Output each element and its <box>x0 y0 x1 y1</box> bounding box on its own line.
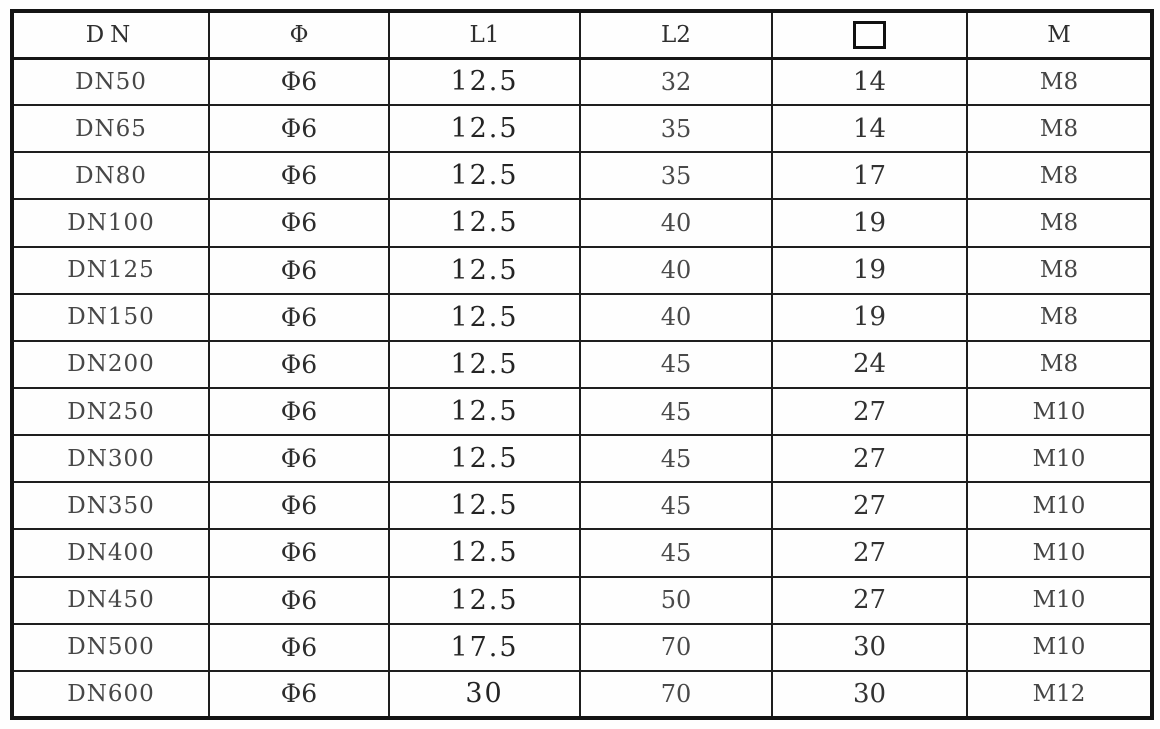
cell-l2: 40 <box>580 199 772 246</box>
square-flats-icon <box>853 21 886 49</box>
cell-flats: 30 <box>772 624 967 671</box>
cell-flats: 27 <box>772 482 967 529</box>
cell-phi: Φ6 <box>209 105 389 152</box>
cell-l2: 32 <box>580 58 772 105</box>
cell-flats: 14 <box>772 58 967 105</box>
cell-l2: 45 <box>580 341 772 388</box>
table-row <box>12 388 1152 435</box>
cell-l2: 45 <box>580 482 772 529</box>
table-row <box>12 529 1152 576</box>
table-body <box>12 58 1152 718</box>
cell-phi: Φ6 <box>209 435 389 482</box>
cell-l1: 30 <box>389 671 580 718</box>
cell-l1: 12.5 <box>389 529 580 576</box>
table-row <box>12 294 1152 341</box>
table-row <box>12 247 1152 294</box>
cell-l1: 17.5 <box>389 624 580 671</box>
cell-l2: 35 <box>580 105 772 152</box>
cell-flats: 19 <box>772 247 967 294</box>
cell-m: M10 <box>967 482 1152 529</box>
cell-l1: 12.5 <box>389 294 580 341</box>
cell-phi: Φ6 <box>209 247 389 294</box>
cell-flats: 17 <box>772 152 967 199</box>
table-row <box>12 58 1152 105</box>
cell-dn: DN50 <box>12 58 209 105</box>
cell-m: M8 <box>967 58 1152 105</box>
cell-m: M8 <box>967 341 1152 388</box>
table-header <box>12 11 1152 58</box>
table-row <box>12 152 1152 199</box>
cell-m: M8 <box>967 199 1152 246</box>
table-row <box>12 435 1152 482</box>
cell-dn: DN65 <box>12 105 209 152</box>
cell-l1: 12.5 <box>389 152 580 199</box>
cell-m: M10 <box>967 624 1152 671</box>
cell-l2: 70 <box>580 624 772 671</box>
column-header-flats <box>772 11 967 58</box>
table-row <box>12 341 1152 388</box>
cell-l2: 50 <box>580 577 772 624</box>
cell-m: M8 <box>967 152 1152 199</box>
cell-l2: 45 <box>580 435 772 482</box>
column-header-m: M <box>967 11 1152 58</box>
cell-l2: 45 <box>580 529 772 576</box>
cell-l1: 12.5 <box>389 482 580 529</box>
cell-phi: Φ6 <box>209 341 389 388</box>
cell-m: M8 <box>967 294 1152 341</box>
cell-l1: 12.5 <box>389 577 580 624</box>
cell-phi: Φ6 <box>209 58 389 105</box>
cell-m: M10 <box>967 577 1152 624</box>
spec-table <box>10 9 1154 720</box>
cell-dn: DN125 <box>12 247 209 294</box>
cell-flats: 27 <box>772 435 967 482</box>
cell-phi: Φ6 <box>209 671 389 718</box>
cell-l2: 40 <box>580 294 772 341</box>
cell-flats: 24 <box>772 341 967 388</box>
cell-m: M8 <box>967 105 1152 152</box>
table-row <box>12 624 1152 671</box>
cell-phi: Φ6 <box>209 529 389 576</box>
cell-l1: 12.5 <box>389 199 580 246</box>
cell-l1: 12.5 <box>389 58 580 105</box>
cell-phi: Φ6 <box>209 152 389 199</box>
cell-m: M10 <box>967 388 1152 435</box>
cell-phi: Φ6 <box>209 577 389 624</box>
cell-dn: DN350 <box>12 482 209 529</box>
cell-dn: DN200 <box>12 341 209 388</box>
header-row <box>12 11 1152 58</box>
cell-l1: 12.5 <box>389 388 580 435</box>
table-row <box>12 482 1152 529</box>
cell-l2: 70 <box>580 671 772 718</box>
table-row <box>12 199 1152 246</box>
cell-phi: Φ6 <box>209 199 389 246</box>
column-header-l1: L1 <box>389 11 580 58</box>
cell-m: M10 <box>967 435 1152 482</box>
cell-flats: 19 <box>772 199 967 246</box>
cell-m: M12 <box>967 671 1152 718</box>
cell-flats: 30 <box>772 671 967 718</box>
cell-m: M10 <box>967 529 1152 576</box>
cell-flats: 27 <box>772 577 967 624</box>
cell-flats: 19 <box>772 294 967 341</box>
cell-l1: 12.5 <box>389 105 580 152</box>
cell-l1: 12.5 <box>389 341 580 388</box>
column-header-dn: DN <box>12 11 209 58</box>
cell-flats: 14 <box>772 105 967 152</box>
cell-l2: 40 <box>580 247 772 294</box>
cell-dn: DN100 <box>12 199 209 246</box>
cell-dn: DN500 <box>12 624 209 671</box>
cell-flats: 27 <box>772 529 967 576</box>
cell-dn: DN600 <box>12 671 209 718</box>
cell-l1: 12.5 <box>389 435 580 482</box>
cell-l1: 12.5 <box>389 247 580 294</box>
table-row <box>12 577 1152 624</box>
cell-phi: Φ6 <box>209 294 389 341</box>
cell-dn: DN250 <box>12 388 209 435</box>
cell-l2: 35 <box>580 152 772 199</box>
table-row <box>12 671 1152 718</box>
cell-dn: DN80 <box>12 152 209 199</box>
cell-phi: Φ6 <box>209 482 389 529</box>
cell-phi: Φ6 <box>209 388 389 435</box>
cell-m: M8 <box>967 247 1152 294</box>
column-header-l2: L2 <box>580 11 772 58</box>
cell-dn: DN300 <box>12 435 209 482</box>
cell-flats: 27 <box>772 388 967 435</box>
cell-dn: DN150 <box>12 294 209 341</box>
table-row <box>12 105 1152 152</box>
cell-phi: Φ6 <box>209 624 389 671</box>
cell-l2: 45 <box>580 388 772 435</box>
column-header-phi: Φ <box>209 11 389 58</box>
cell-dn: DN450 <box>12 577 209 624</box>
cell-dn: DN400 <box>12 529 209 576</box>
